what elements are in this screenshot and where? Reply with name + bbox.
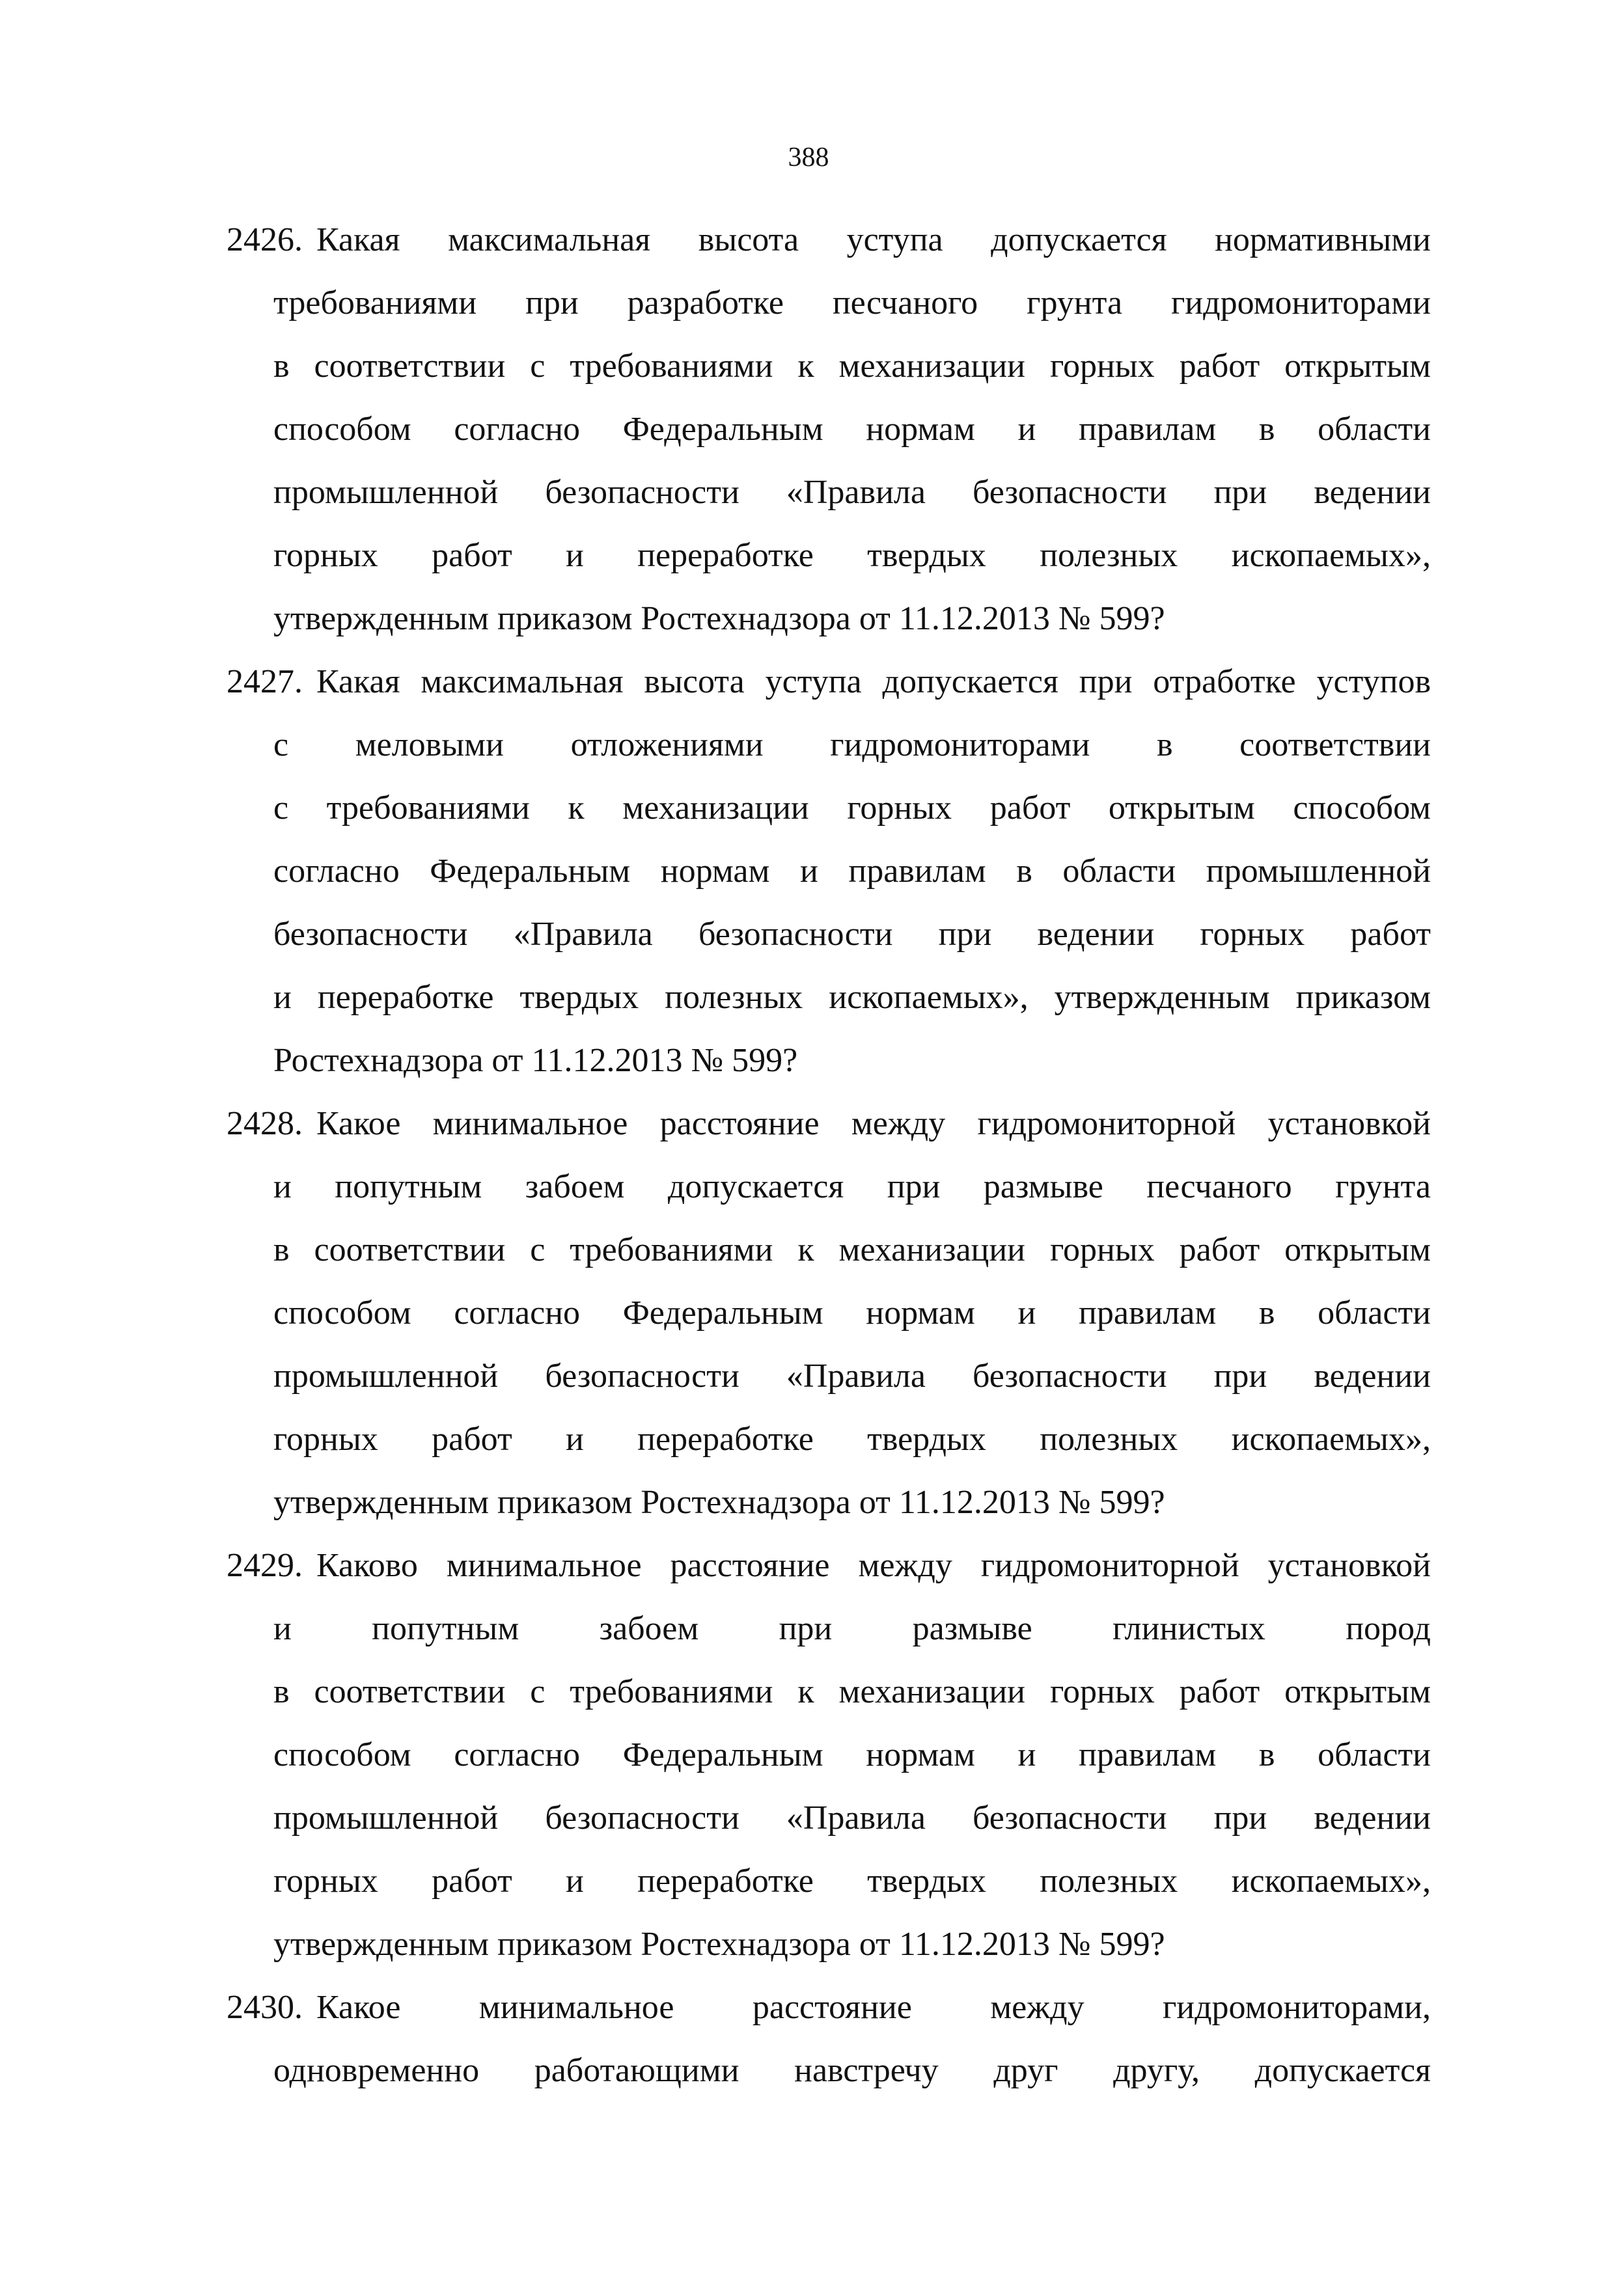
question-first-line bbox=[227, 1092, 1431, 1155]
question-text-line: утвержденным приказом Ростехнадзора от 11.12.2013 № 599? bbox=[273, 1926, 1165, 1963]
question-first-line bbox=[227, 208, 1431, 271]
question-text-line: утвержденным приказом Ростехнадзора от 11.12.2013 № 599? bbox=[273, 1484, 1165, 1521]
question-number: 2427. bbox=[227, 663, 303, 700]
question-text-line: промышленной безопасности «Правила безопасности при ведении bbox=[273, 474, 1431, 511]
question-2428 bbox=[227, 1092, 1431, 1534]
question-text-line: согласно Федеральным нормам и правилам в области промышленной bbox=[273, 853, 1431, 890]
question-2430 bbox=[227, 1976, 1431, 2102]
question-text-line: Какое минимальное расстояние между гидромониторной установкой bbox=[316, 1105, 1431, 1142]
question-text-line: и попутным забоем допускается при размыве песчаного грунта bbox=[273, 1168, 1431, 1205]
question-text-line: в соответствии с требованиями к механизации горных работ открытым bbox=[273, 1231, 1431, 1268]
question-text-line: горных работ и переработке твердых полезных ископаемых», bbox=[273, 537, 1431, 574]
question-number: 2428. bbox=[227, 1105, 303, 1142]
question-text-line: с меловыми отложениями гидромониторами в соответствии bbox=[273, 726, 1431, 763]
question-text-line: Какая максимальная высота уступа допускается нормативными bbox=[316, 221, 1431, 258]
question-text-line: горных работ и переработке твердых полезных ископаемых», bbox=[273, 1863, 1431, 1900]
question-text-line: одновременно работающими навстречу друг другу, допускается bbox=[273, 2052, 1431, 2089]
question-text-line: Какое минимальное расстояние между гидромониторами, bbox=[316, 1989, 1431, 2026]
question-text-line: безопасности «Правила безопасности при ведении горных работ bbox=[273, 916, 1431, 953]
question-text-line: требованиями при разработке песчаного грунта гидромониторами bbox=[273, 284, 1431, 321]
question-text-line: промышленной безопасности «Правила безопасности при ведении bbox=[273, 1358, 1431, 1395]
question-2429 bbox=[227, 1534, 1431, 1976]
question-first-line bbox=[227, 1976, 1431, 2039]
question-number: 2426. bbox=[227, 221, 303, 258]
question-first-line bbox=[227, 650, 1431, 713]
question-text-line: в соответствии с требованиями к механизации горных работ открытым bbox=[273, 1673, 1431, 1710]
question-text-line: Ростехнадзора от 11.12.2013 № 599? bbox=[273, 1042, 798, 1079]
question-text-line: промышленной безопасности «Правила безопасности при ведении bbox=[273, 1799, 1431, 1837]
question-first-line bbox=[227, 1534, 1431, 1597]
question-text-line: в соответствии с требованиями к механизации горных работ открытым bbox=[273, 348, 1431, 385]
question-number: 2430. bbox=[227, 1989, 303, 2026]
question-text-line: горных работ и переработке твердых полезных ископаемых», bbox=[273, 1421, 1431, 1458]
question-number: 2429. bbox=[227, 1547, 303, 1584]
question-text-line: и переработке твердых полезных ископаемых», утвержденным приказом bbox=[273, 979, 1431, 1016]
question-text-line: и попутным забоем при размыве глинистых пород bbox=[273, 1610, 1431, 1647]
question-text-line: утвержденным приказом Ростехнадзора от 11.12.2013 № 599? bbox=[273, 600, 1165, 637]
question-text-line: способом согласно Федеральным нормам и правилам в области bbox=[273, 411, 1431, 448]
question-2426 bbox=[227, 208, 1431, 650]
question-text-line: способом согласно Федеральным нормам и правилам в области bbox=[273, 1294, 1431, 1332]
question-text-line: Каково минимальное расстояние между гидромониторной установкой bbox=[316, 1547, 1431, 1584]
question-2427 bbox=[227, 650, 1431, 1092]
question-text-line: Какая максимальная высота уступа допускается при отработке уступов bbox=[316, 663, 1431, 700]
question-text-line: с требованиями к механизации горных работ открытым способом bbox=[273, 789, 1431, 827]
question-text-line: способом согласно Федеральным нормам и правилам в области bbox=[273, 1736, 1431, 1773]
page-number: 388 bbox=[788, 143, 829, 172]
